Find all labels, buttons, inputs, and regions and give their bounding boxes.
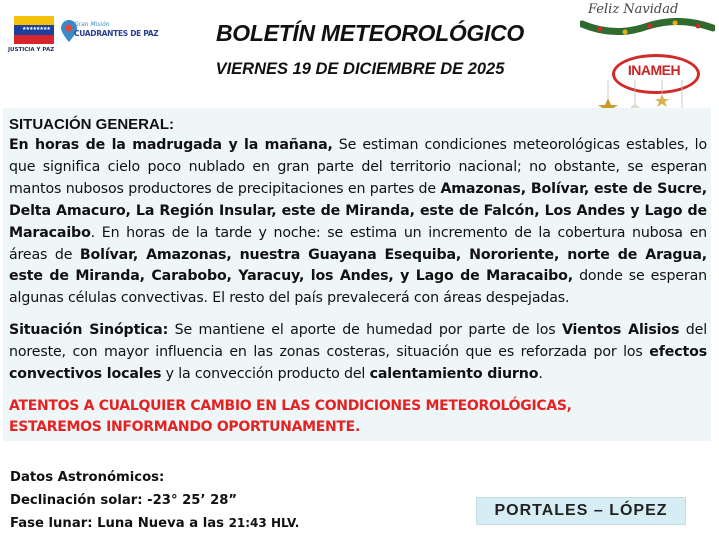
inameh-logo-text: INAMEH (627, 62, 681, 78)
venezuela-flag-icon: ★★★★★★★★ (14, 16, 54, 44)
sinoptica-text-3: y la convección producto del (161, 365, 370, 382)
sinoptica-text-2: del noreste, con mayor influencia en las zonas costeras, situación que es reforzada por los (9, 322, 708, 360)
madrugada-regions: Amazonas, Bolívar, este de Sucre, Delta Amacuro, La Región Insular, este de Miranda, este de Falcón, Los Andes y Lago de Maracaibo (9, 180, 707, 241)
tarde-text: . En horas de la tarde y noche: se estima un incremento de la cobertura nubosa en áreas de (9, 224, 707, 263)
christmas-garland-icon (580, 18, 715, 38)
alert-notice (9, 396, 709, 438)
authors-badge: PORTALES – LÓPEZ (476, 497, 686, 525)
sinoptica-term-1: Vientos Alisios (561, 322, 680, 338)
fase-time: 21:43 HLV. (228, 516, 300, 530)
sinoptica-term-2: efectos convectivos locales (9, 343, 707, 382)
astro-heading: Datos Astronómicos: (10, 470, 165, 485)
madrugada-text: Se estiman condiciones meteorológicas estables, lo que significa cielo poco nublado en gran parte del territorio nacional; no obstante, se esperan mantos nubosos productores de precipitaciones en partes de (9, 137, 707, 197)
fase-lunar-row (10, 512, 299, 535)
situacion-sinoptica-text (9, 320, 707, 386)
sinoptica-text-1: Se mantiene el aporte de humedad por parte de los (168, 322, 562, 338)
declinacion-value: -23° 25’ 28” (142, 493, 238, 508)
fase-label: Fase lunar: Luna Nueva a las (10, 516, 229, 531)
sinoptica-label: Situación Sinóptica: (9, 322, 169, 338)
mision-big-text: CUADRANTES DE PAZ (74, 29, 159, 38)
tarde-text-end: donde se esperan algunas células convectivas. El resto del país prevalecerá con áreas despejadas. (9, 268, 707, 307)
page-title: BOLETÍN METEOROLÓGICO (215, 20, 525, 46)
situacion-general-text (9, 135, 707, 310)
declinacion-label: Declinación solar: (10, 493, 143, 508)
cuadrantes-de-paz-logo (60, 17, 159, 47)
bulletin-date: VIERNES 19 DE DICIEMBRE DE 2025 (215, 60, 505, 78)
justicia-y-paz-caption: JUSTICIA Y PAZ (8, 47, 55, 53)
astronomical-data (10, 466, 299, 535)
alert-line-1: ATENTOS A CUALQUIER CAMBIO EN LAS CONDICIONES METEOROLÓGICAS, (9, 398, 572, 414)
situacion-general-heading: SITUACIÓN GENERAL: (9, 116, 174, 133)
tarde-regions: Bolívar, Amazonas, nuestra Guayana Esequiba, Nororiente, norte de Aragua, este de Miranda, Carabobo, Yaracuy, los Andes, y Lago de Maracaibo, (9, 246, 707, 285)
christmas-greeting: Feliz Navidad (588, 2, 679, 17)
sinoptica-term-3: calentamiento diurno (369, 365, 539, 382)
mision-small-text: Gran Misión (74, 21, 110, 28)
madrugada-label: En horas de la madrugada y la mañana, (9, 137, 333, 153)
alert-line-2: ESTAREMOS INFORMANDO OPORTUNAMENTE. (9, 419, 360, 435)
declinacion-row (10, 489, 299, 512)
sinoptica-text-4: . (538, 365, 543, 382)
header-logos (6, 12, 159, 54)
